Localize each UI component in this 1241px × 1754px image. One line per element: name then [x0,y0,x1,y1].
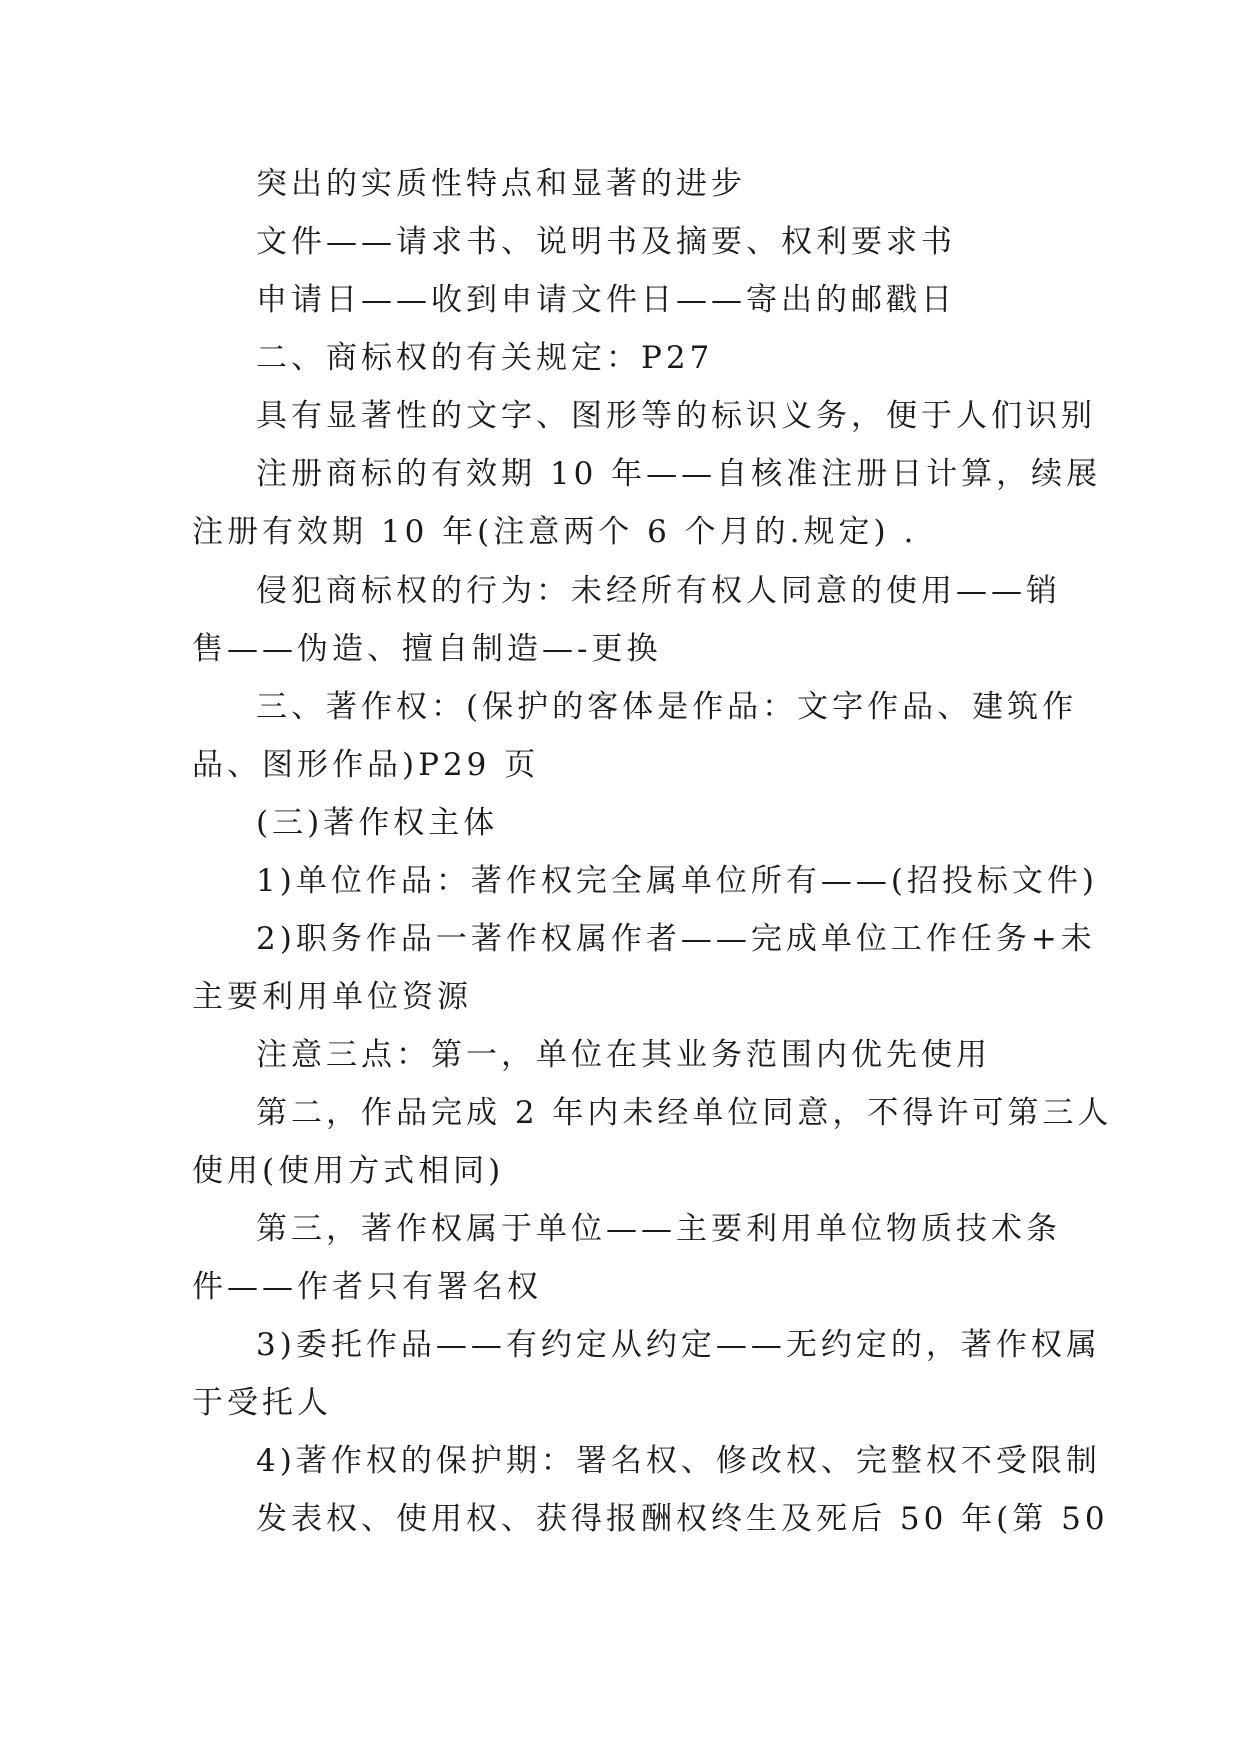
section-heading: 二、商标权的有关规定：P27 [256,340,714,376]
text-line: 具有显著性的文字、图形等的标识义务，便于人们识别 [256,398,1096,434]
text-line: 件——作者只有署名权 [192,1269,542,1305]
text-line: 文件——请求书、说明书及摘要、权利要求书 [256,224,956,260]
list-item: 1)单位作品：著作权完全属单位所有——(招投标文件) [256,863,1099,899]
text-line: 品、图形作品)P29 页 [192,747,540,783]
text-line: 侵犯商标权的行为：未经所有权人同意的使用——销 [256,573,1061,609]
text-line: 售——伪造、擅自制造—-更换 [192,631,662,667]
text-line: 第三，著作权属于单位——主要利用单位物质技术条 [256,1211,1061,1247]
text-line: 突出的实质性特点和显著的进步 [256,166,746,202]
list-item: 4)著作权的保护期：署名权、修改权、完整权不受限制 [256,1443,1101,1479]
subsection-heading: (三)著作权主体 [256,805,499,841]
text-line: 于受托人 [192,1385,332,1421]
text-line: 主要利用单位资源 [192,979,472,1015]
text-line: 注册商标的有效期 10 年——自核准注册日计算，续展 [256,456,1102,492]
list-item: 3)委托作品——有约定从约定——无约定的，著作权属 [256,1327,1101,1363]
text-line: 申请日——收到申请文件日——寄出的邮戳日 [256,282,956,318]
text-line: 第二，作品完成 2 年内未经单位同意，不得许可第三人 [256,1095,1113,1131]
list-item: 2)职务作品一著作权属作者——完成单位工作任务+未 [256,921,1096,957]
section-heading: 三、著作权：(保护的客体是作品：文字作品、建筑作 [256,689,1078,725]
text-line: 注意三点：第一，单位在其业务范围内优先使用 [256,1037,991,1073]
text-line: 发表权、使用权、获得报酬权终生及死后 50 年(第 50 [256,1501,1109,1537]
text-line: 使用(使用方式相同) [192,1153,505,1189]
text-line: 注册有效期 10 年(注意两个 6 个月的.规定) . [192,514,918,550]
